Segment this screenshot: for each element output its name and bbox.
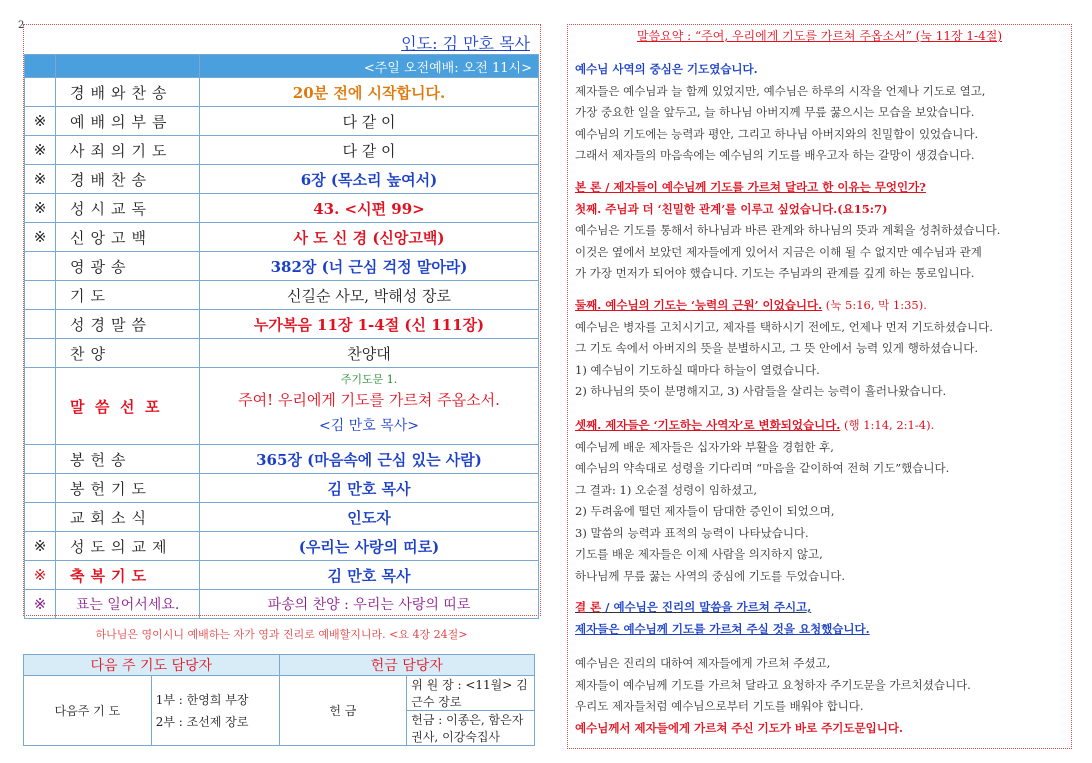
second-line: 그 기도 속에서 아버지의 뜻을 분별하시고, 그 뜻 안에서 능력 있게 행하셨습니다.	[575, 341, 979, 355]
order-item-name: 교회소식	[56, 503, 200, 532]
prayer-duty-label: 다음주 기 도	[24, 676, 152, 746]
second-line: 2) 하나님의 뜻이 분명해지고, 3) 사람들을 살리는 능력이 흘러나왔습니다.	[575, 384, 947, 398]
third-line: 예수님께 배운 제자들은 십자가와 부활을 경험한 후,	[575, 439, 834, 454]
order-row	[25, 223, 539, 252]
order-row	[25, 339, 539, 368]
intro-line: 예수님의 기도에는 능력과 평안, 그리고 하나님 아버지와의 친밀함이 있었습니다.	[575, 126, 979, 141]
order-item-value: 365장 (마음속에 근심 있는 사람)	[200, 445, 539, 474]
order-item-value: 43. <시편 99>	[200, 194, 539, 223]
sermon-label: 말씀선포	[56, 368, 200, 445]
offering-duty-header: 헌금 담당자	[279, 655, 535, 676]
standing-note: 표는 일어서세요.	[56, 590, 200, 619]
standing-mark: ※	[25, 194, 56, 223]
order-item-name: 경배찬송	[56, 165, 200, 194]
order-item-value: 20분 전에 시작합니다.	[200, 78, 539, 107]
first-line: 예수님은 기도를 통해서 하나님과 바른 관계와 하나님의 뜻과 계획을 성취하셨습니다.	[575, 223, 1001, 237]
intro-line: 제자들은 예수님과 늘 함께 있었지만, 예수님은 하루의 시작을 언제나 기도로 열고,	[575, 83, 986, 98]
order-item-name: 영광송	[56, 252, 200, 281]
standing-mark	[25, 281, 56, 310]
first-line: 이것은 옆에서 보았던 제자들에게 있어서 지금은 이해 될 수 없지만 예수님과 관계	[575, 244, 982, 259]
intro-section	[575, 59, 1065, 167]
final-statement: 예수님께서 제자들에게 가르쳐 주신 기도가 바로 주기도문입니다.	[575, 720, 903, 735]
service-leader: 인도: 김 만호 목사	[401, 34, 530, 53]
order-item-value: 인도자	[200, 503, 539, 532]
order-item-value: 382장 (너 근심 걱정 말아라)	[200, 252, 539, 281]
sermon-preacher: <김 만호 목사>	[319, 418, 419, 434]
conclusion-body	[575, 653, 1065, 739]
order-item-name: 예배의부름	[56, 107, 200, 136]
order-item-value: (우리는 사랑의 띠로)	[200, 532, 539, 561]
sermon-series: 주기도문 1.	[340, 373, 398, 386]
order-row	[25, 107, 539, 136]
order-item-value: 다 같 이	[200, 107, 539, 136]
third-point-ref: (행 1:14, 2:1-4).	[840, 418, 935, 432]
order-item-value: 6장 (목소리 높여서)	[200, 165, 539, 194]
sermon-title: 주여! 우리에게 기도를 가르쳐 주옵소서.	[238, 391, 500, 409]
order-item-value: 신길순 사모, 박해성 장로	[200, 281, 539, 310]
conclusion-section	[575, 597, 1065, 640]
second-point-ref: (눅 5:16, 막 1:35).	[822, 298, 927, 312]
summary-title: 말씀요약 : “주여, 우리에게 기도를 가르쳐 주옵소서” (눅 11장 1-4절)	[636, 29, 1003, 43]
second-line: 1) 예수님이 기도하실 때마다 하늘이 열렸습니다.	[575, 362, 820, 377]
standing-mark	[25, 252, 56, 281]
page-number: 2	[18, 20, 25, 31]
order-row	[25, 532, 539, 561]
second-line: 예수님은 병자를 고치시기고, 제자를 택하시기 전에도, 언제나 먼저 기도하셨습니다.	[575, 319, 993, 334]
standing-mark: ※	[25, 590, 56, 619]
standing-mark	[25, 445, 56, 474]
prayer-duty-header: 다음 주 기도 담당자	[24, 655, 280, 676]
sermon-summary-frame	[567, 24, 1072, 749]
order-item-name: 신앙고백	[56, 223, 200, 252]
order-item-value: 김 만호 목사	[200, 561, 539, 590]
conclusion-heading-2: 제자들은 예수님께 기도를 가르쳐 주실 것을 요청했습니다.	[575, 621, 870, 636]
conclusion-heading-1: / 예수님은 진리의 말씀을 가르쳐 주시고,	[601, 600, 812, 614]
first-line: 가 가장 먼저가 되어야 했습니다. 기도는 주님과의 관계를 깊게 하는 통로입니다.	[575, 266, 975, 280]
intro-line: 그래서 제자들의 마음속에는 예수님의 기도를 배우고자 하는 갈망이 생겼습니다.	[575, 148, 975, 162]
service-header-row	[25, 55, 539, 78]
standing-mark	[25, 339, 56, 368]
standing-mark	[25, 78, 56, 107]
order-item-name: 성경말씀	[56, 310, 200, 339]
first-point-heading: 첫째. 주님과 더 ‘친밀한 관계’를 이루고 싶었습니다.(요15:7)	[575, 201, 888, 216]
third-point-heading: 셋째. 제자들은 ‘기도하는 사역자’로 변화되었습니다.	[575, 418, 841, 432]
order-row	[25, 281, 539, 310]
conclusion-line: 예수님은 진리의 대하여 제자들에게 가르쳐 주셨고,	[575, 656, 831, 670]
order-row	[25, 194, 539, 223]
third-line: 예수님의 약속대로 성령을 기다리며 “마음을 같이하여 전혀 기도”했습니다.	[575, 461, 950, 475]
order-item-name: 성시교독	[56, 194, 200, 223]
order-row	[25, 503, 539, 532]
second-section	[575, 295, 1065, 403]
third-line: 하나님께 무릎 꿇는 사역의 중심에 기도를 두었습니다.	[575, 568, 845, 583]
second-service-prayer: 2부 : 조선제 장로	[155, 714, 249, 729]
third-section	[575, 415, 1065, 587]
sermon-row	[25, 368, 539, 445]
order-item-name: 축복기도	[56, 561, 200, 590]
order-item-value: 누가복음 11장 1-4절 (신 111장)	[200, 310, 539, 339]
order-item-value: 김 만호 목사	[200, 474, 539, 503]
standing-mark: ※	[25, 136, 56, 165]
order-row	[25, 310, 539, 339]
service-header: <주일 오전예배: 오전 11시>	[200, 55, 539, 78]
order-item-name: 경배와찬송	[56, 78, 200, 107]
standing-mark: ※	[25, 561, 56, 590]
standing-mark: ※	[25, 107, 56, 136]
order-item-name: 봉헌송	[56, 445, 200, 474]
sending-hymn: 파송의 찬양 : 우리는 사랑의 띠로	[200, 590, 539, 619]
third-line: 2) 두려움에 떨던 제자들이 담대한 증인이 되었으며,	[575, 504, 835, 518]
standing-mark: ※	[25, 223, 56, 252]
order-item-name: 기도	[56, 281, 200, 310]
standing-mark: ※	[25, 165, 56, 194]
standing-mark: ※	[25, 532, 56, 561]
order-row	[25, 78, 539, 107]
conclusion-label: 결 론	[575, 600, 602, 614]
standing-mark	[25, 310, 56, 339]
order-item-name: 봉헌기도	[56, 474, 200, 503]
standing-mark	[25, 503, 56, 532]
third-line: 그 결과: 1) 오순절 성령이 임하셨고,	[575, 482, 758, 497]
order-item-value: 찬양대	[200, 339, 539, 368]
second-point-heading: 둘째. 예수님의 기도는 ‘능력의 근원’ 이었습니다.	[575, 298, 823, 312]
offering-label: 헌 금	[279, 676, 407, 746]
offering-members: 헌금 : 이종은, 함은자권사, 이강숙집사	[407, 711, 535, 746]
first-service-prayer: 1부 : 한영희 부장	[155, 692, 249, 707]
order-item-name: 찬양	[56, 339, 200, 368]
order-row	[25, 445, 539, 474]
order-row	[25, 252, 539, 281]
order-row	[25, 561, 539, 590]
order-row	[25, 136, 539, 165]
third-line: 기도를 배운 제자들은 이제 사람을 의지하지 않고,	[575, 547, 823, 561]
offering-chair: 위 원 장 : <11월> 김근수 장로	[407, 676, 535, 711]
standing-mark	[25, 474, 56, 503]
order-item-name: 성도의교제	[56, 532, 200, 561]
third-line: 3) 말씀의 능력과 표적의 능력이 나타났습니다.	[575, 525, 809, 540]
order-row	[25, 474, 539, 503]
order-item-value: 사 도 신 경 (신앙고백)	[200, 223, 539, 252]
standing-note-row	[25, 590, 539, 619]
intro-heading: 예수님 사역의 중심은 기도였습니다.	[575, 62, 758, 76]
worship-order-table	[24, 54, 539, 619]
intro-line: 가장 중요한 일을 앞두고, 늘 하나님 아버지께 무릎 꿇으시는 모습을 보았습니다.	[575, 105, 975, 119]
order-item-value: 다 같 이	[200, 136, 539, 165]
order-item-name: 사죄의기도	[56, 136, 200, 165]
first-section	[575, 177, 1065, 285]
scripture-verse: 하나님은 영이시니 예배하는 자가 영과 진리로 예배할지니라. <요 4장 24절>	[95, 628, 468, 641]
order-row	[25, 165, 539, 194]
conclusion-line: 제자들이 예수님께 기도를 가르쳐 달라고 요청하자 주기도문을 가르치셨습니다.	[575, 677, 971, 692]
body-heading: 본 론 / 제자들이 예수님께 기도를 가르쳐 달라고 한 이유는 무엇인가?	[575, 180, 926, 194]
duty-table	[23, 654, 535, 746]
conclusion-line: 우리도 제자들처럼 예수님으로부터 기도를 배워야 합니다.	[575, 699, 864, 713]
